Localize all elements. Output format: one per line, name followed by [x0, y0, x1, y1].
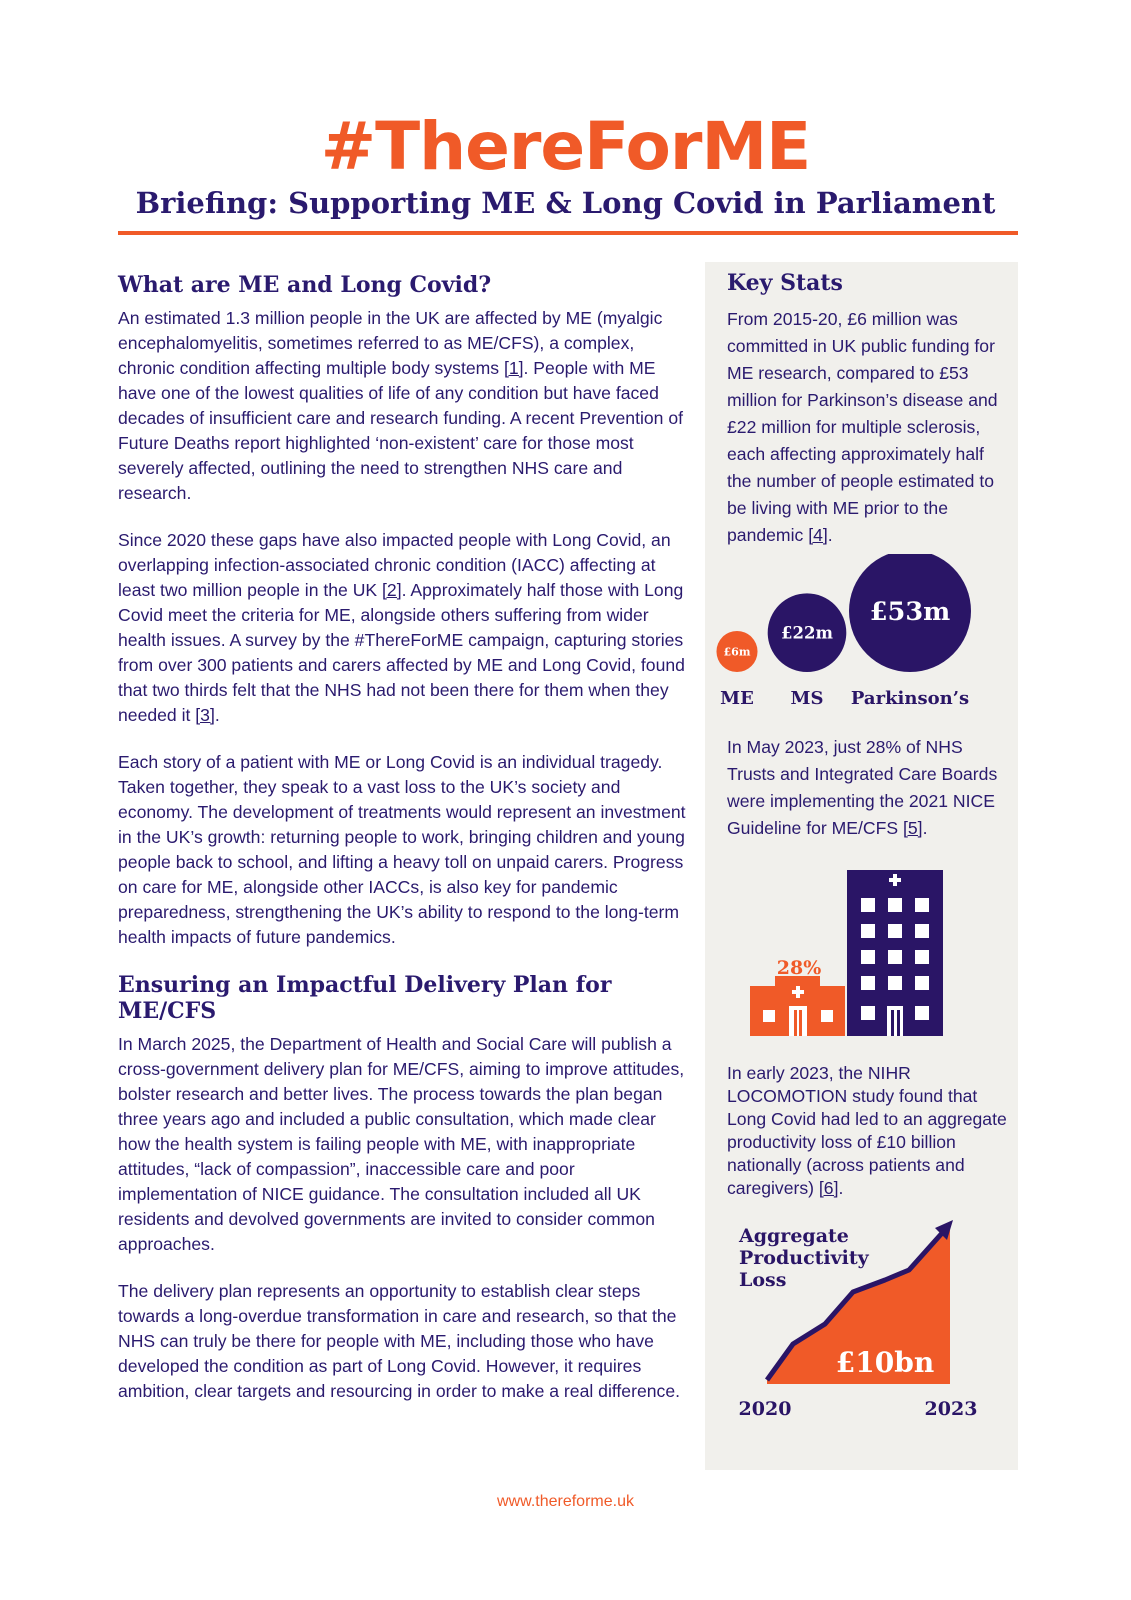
stat-funding-text: From 2015-20, £6 million was committed in UK public funding for ME research, compared to £53 million for Parkinson’s disease and £22 million for multiple sclerosis, each affecting approximately half the number of people estimated to be living with ME prior to the pandemic [4]. [727, 309, 998, 545]
chart-title-line: Productivity [739, 1247, 869, 1269]
main-column [118, 272, 688, 1426]
bubble-value-label: £53m [869, 596, 951, 627]
footer-url[interactable]: www.thereforme.uk [497, 1493, 634, 1510]
bubble-category-label: Parkinson’s [850, 688, 970, 709]
title-divider [118, 231, 1018, 235]
stat-nice-text: In May 2023, just 28% of NHS Trusts and Integrated Care Boards were implementing the 2021 NICE Guideline for ME/CFS [5]. [727, 737, 998, 838]
key-stats-panel [705, 262, 1018, 1470]
chart-value-label: £10bn [835, 1346, 935, 1379]
bubble-value-label: £22m [781, 623, 833, 643]
paragraph-intro: An estimated 1.3 million people in the UK are affected by ME (myalgic encephalomyelitis, sometimes referred to as ME/CFS), a complex, chronic condition affecting multiple body systems [1]. People with ME have one of the lowest qualities of life of any condition but have faced decades of insufficient care and research funding. A recent Prevention of Future Deaths report highlighted ‘non-existent’ care for those most severely affected, outlining the need to strengthen NHS care and research. [118, 308, 683, 503]
bubble-category-label: ME [720, 688, 754, 709]
productivity-loss-chart [705, 1212, 1018, 1442]
stat-productivity-text: In early 2023, the NIHR LOCOMOTION study found that Long Covid had led to an aggregate productivity loss of £10 billion nationally (across patients and caregivers) [6]. [727, 1063, 1007, 1198]
section-heading-delivery-plan: Ensuring an Impactful Delivery Plan for ME/CFS [118, 972, 612, 1024]
paragraph-impact: Each story of a patient with ME or Long Covid is an individual tragedy. Taken together, they speak to a vast loss to the UK’s society and economy. The development of treatments would represent an investment in the UK’s growth: returning people to work, bringing children and young people back to school, and lifting a heavy toll on unpaid carers. Progress on care for ME, alongside other IACCs, is also key for pandemic preparedness, strengthening the UK’s ability to respond to the long-term health impacts of future pandemics. [118, 752, 686, 947]
paragraph-opportunity: The delivery plan represents an opportunity to establish clear steps towards a long-overdue transformation in care and research, so that the NHS can truly be there for people with ME, including those who have developed the condition as part of Long Covid. However, it requires ambition, clear targets and resourcing in order to make a real difference. [118, 1281, 680, 1401]
reference-link-5[interactable]: [5] [903, 818, 923, 838]
reference-link-2[interactable]: [2] [382, 580, 402, 600]
bubble-category-label: MS [790, 688, 824, 709]
paragraph-delivery-plan: In March 2025, the Department of Health and Social Care will publish a cross-government delivery plan for ME/CFS, aiming to improve attitudes, bolster research and better lives. The process towards the plan began three years ago and included a public consultation, which made clear how the health system is failing people with ME, with inappropriate attitudes, “lack of compassion”, inaccessible care and poor implementation of NICE guidance. The consultation included all UK residents and devolved governments are invited to consider common approaches. [118, 1034, 685, 1254]
building-percentage-label: 28% [776, 957, 822, 979]
page-subtitle: Briefing: Supporting ME & Long Covid in Parliament [135, 186, 996, 220]
reference-link-3[interactable]: [3] [195, 705, 215, 725]
x-tick-label: 2020 [738, 1398, 792, 1420]
bubble-value-label: £6m [723, 645, 751, 659]
key-stats-heading: Key Stats [727, 270, 843, 296]
page-title: #ThereForME [320, 108, 811, 185]
hospital-buildings-graphic [705, 858, 1018, 1048]
chart-title-line: Aggregate [739, 1225, 849, 1247]
paragraph-long-covid: Since 2020 these gaps have also impacted people with Long Covid, an overlapping infection-associated chronic condition (IACC) affecting at least two million people in the UK [2]. Approximately half those with Long Covid meet the criteria for ME, alongside others suffering from wider health issues. A survey by the #ThereForME campaign, capturing stories from over 300 patients and carers affected by ME and Long Covid, found that two thirds felt that the NHS had not been there for them when they needed it [3]. [118, 530, 685, 725]
reference-link-6[interactable]: [6] [818, 1178, 839, 1198]
x-tick-label: 2023 [924, 1398, 978, 1420]
reference-link-1[interactable]: [1] [503, 358, 524, 378]
reference-link-4[interactable]: [4] [808, 525, 828, 545]
section-heading-what-are-me: What are ME and Long Covid? [118, 272, 492, 298]
funding-bubble-chart [705, 554, 1018, 724]
chart-title-line: Loss [739, 1269, 787, 1291]
